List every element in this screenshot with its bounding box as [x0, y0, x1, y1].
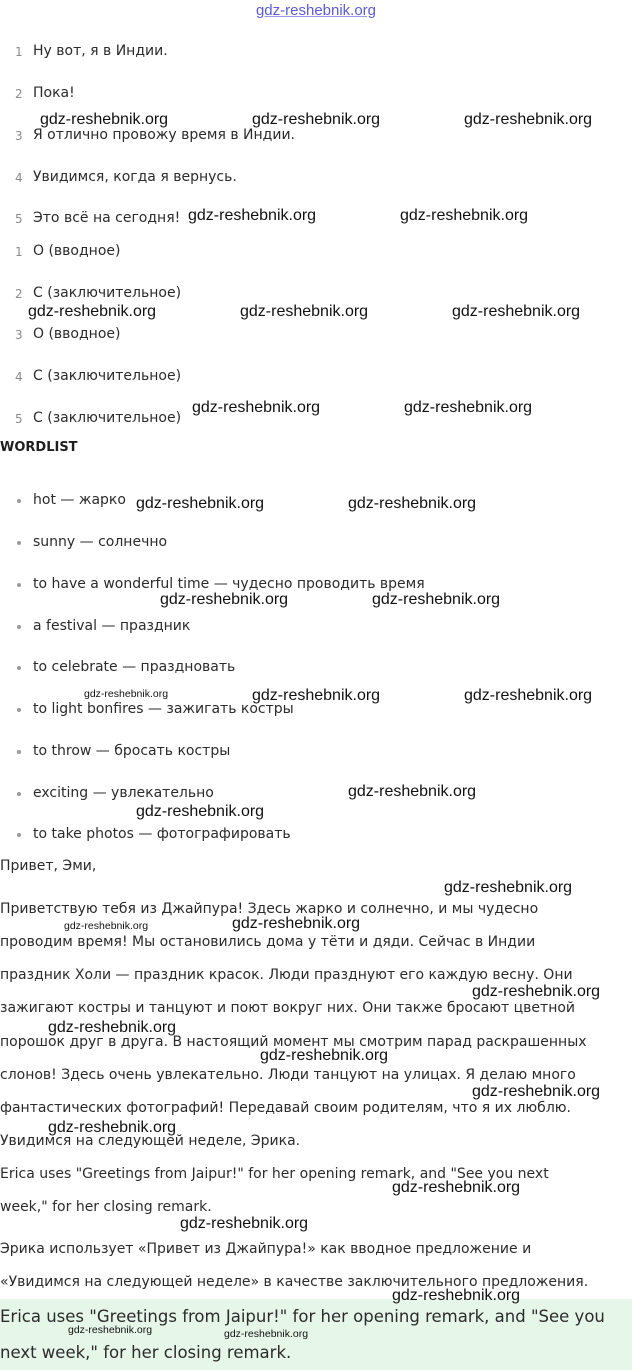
list-item: С (заключительное)	[33, 410, 182, 426]
list-number: 2	[15, 87, 23, 101]
watermark: gdz-reshebnik.org	[472, 983, 601, 1000]
watermark: gdz-reshebnik.org	[48, 1119, 177, 1136]
wordlist-item: a festival — праздник	[33, 618, 191, 634]
watermark: gdz-reshebnik.org	[136, 803, 265, 820]
watermark: gdz-reshebnik.org	[48, 1019, 177, 1036]
bullet-icon	[17, 792, 21, 796]
letter-line: слонов! Здесь очень увлекательно. Люди танцуют на улицах. Я делаю много	[0, 1067, 576, 1083]
bullet-icon	[17, 583, 21, 587]
watermark: gdz-reshebnik.org	[84, 688, 169, 700]
watermark: gdz-reshebnik.org	[372, 591, 501, 608]
watermark: gdz-reshebnik.org	[472, 1083, 601, 1100]
watermark: gdz-reshebnik.org	[348, 783, 477, 800]
letter-line: порошок друг в друга. В настоящий момент мы смотрим парад раскрашенных	[0, 1034, 587, 1050]
letter-line: Приветствую тебя из Джайпура! Здесь жарко и солнечно, и мы чудесно	[0, 901, 539, 917]
wordlist-item: hot — жарко	[33, 492, 126, 508]
bullet-icon	[17, 833, 21, 837]
watermark: gdz-reshebnik.org	[232, 915, 361, 932]
watermark: gdz-reshebnik.org	[452, 303, 581, 320]
watermark: gdz-reshebnik.org	[68, 1324, 153, 1336]
explanation-en-line: week," for her closing remark.	[0, 1199, 212, 1215]
list-number: 1	[15, 45, 23, 59]
bullet-icon	[17, 541, 21, 545]
bullet-icon	[17, 499, 21, 503]
site-header-link[interactable]: gdz-reshebnik.org	[255, 2, 377, 19]
wordlist-item: exciting — увлекательно	[33, 785, 214, 801]
wordlist-item: to celebrate — праздновать	[33, 659, 236, 675]
list-item: Ну вот, я в Индии.	[33, 43, 168, 59]
watermark: gdz-reshebnik.org	[464, 111, 593, 128]
list-item: Я отлично провожу время в Индии.	[33, 127, 295, 143]
explanation-ru-line: Эрика использует «Привет из Джайпура!» как вводное предложение и	[0, 1241, 532, 1257]
list-item: Пока!	[33, 85, 75, 101]
watermark: gdz-reshebnik.org	[348, 495, 477, 512]
watermark: gdz-reshebnik.org	[160, 591, 289, 608]
list-number: 3	[15, 328, 23, 342]
watermark: gdz-reshebnik.org	[444, 879, 573, 896]
watermark: gdz-reshebnik.org	[252, 687, 381, 704]
answer-line: Erica uses "Greetings from Jaipur!" for her opening remark, and "See you	[0, 1307, 605, 1326]
watermark: gdz-reshebnik.org	[392, 1287, 521, 1304]
wordlist-item: to throw — бросать костры	[33, 743, 231, 759]
watermark: gdz-reshebnik.org	[252, 111, 381, 128]
list-item: Это всё на сегодня!	[33, 210, 181, 226]
letter-greeting: Привет, Эми,	[0, 858, 97, 874]
answer-line: next week," for her closing remark.	[0, 1343, 292, 1362]
watermark: gdz-reshebnik.org	[28, 303, 157, 320]
watermark: gdz-reshebnik.org	[400, 207, 529, 224]
bullet-icon	[17, 708, 21, 712]
list-number: 4	[15, 370, 23, 384]
explanation-en-line: Erica uses "Greetings from Jaipur!" for her opening remark, and "See you next	[0, 1166, 549, 1182]
watermark: gdz-reshebnik.org	[404, 399, 533, 416]
list-number: 3	[15, 129, 23, 143]
wordlist-item: to take photos — фотографировать	[33, 826, 291, 842]
list-number: 5	[15, 212, 23, 226]
bullet-icon	[17, 666, 21, 670]
letter-line: фантастических фотографий! Передавай своим родителям, что я их люблю.	[0, 1100, 571, 1116]
list-item: С (заключительное)	[33, 285, 182, 301]
watermark: gdz-reshebnik.org	[464, 687, 593, 704]
wordlist-item: sunny — солнечно	[33, 534, 168, 550]
list-number: 2	[15, 287, 23, 301]
list-number: 1	[15, 245, 23, 259]
watermark: gdz-reshebnik.org	[188, 207, 317, 224]
wordlist-item: to have a wonderful time — чудесно проводить время	[33, 576, 425, 592]
list-item: Увидимся, когда я вернусь.	[33, 169, 237, 185]
bullet-icon	[17, 625, 21, 629]
watermark: gdz-reshebnik.org	[136, 495, 265, 512]
list-item: С (заключительное)	[33, 368, 182, 384]
watermark: gdz-reshebnik.org	[224, 1328, 309, 1340]
watermark: gdz-reshebnik.org	[40, 111, 169, 128]
letter-line: проводим время! Мы остановились дома у тёти и дяди. Сейчас в Индии	[0, 934, 536, 950]
answer-box	[0, 1299, 632, 1370]
watermark: gdz-reshebnik.org	[240, 303, 369, 320]
letter-line: зажигают костры и танцуют и поют вокруг них. Они также бросают цветной	[0, 1000, 576, 1016]
watermark: gdz-reshebnik.org	[192, 399, 321, 416]
wordlist-item: to light bonfires — зажигать костры	[33, 701, 294, 717]
wordlist-heading: WORDLIST	[0, 440, 78, 455]
list-number: 4	[15, 171, 23, 185]
watermark: gdz-reshebnik.org	[64, 920, 149, 932]
watermark: gdz-reshebnik.org	[392, 1179, 521, 1196]
explanation-ru-line: «Увидимся на следующей неделе» в качестве заключительного предложения.	[0, 1274, 589, 1290]
list-item: О (вводное)	[33, 243, 121, 259]
watermark: gdz-reshebnik.org	[260, 1047, 389, 1064]
watermark: gdz-reshebnik.org	[180, 1215, 309, 1232]
list-number: 5	[15, 412, 23, 426]
letter-line: Увидимся на следующей неделе, Эрика.	[0, 1133, 301, 1149]
bullet-icon	[17, 750, 21, 754]
letter-line: праздник Холи — праздник красок. Люди празднуют его каждую весну. Они	[0, 967, 573, 983]
list-item: О (вводное)	[33, 326, 121, 342]
